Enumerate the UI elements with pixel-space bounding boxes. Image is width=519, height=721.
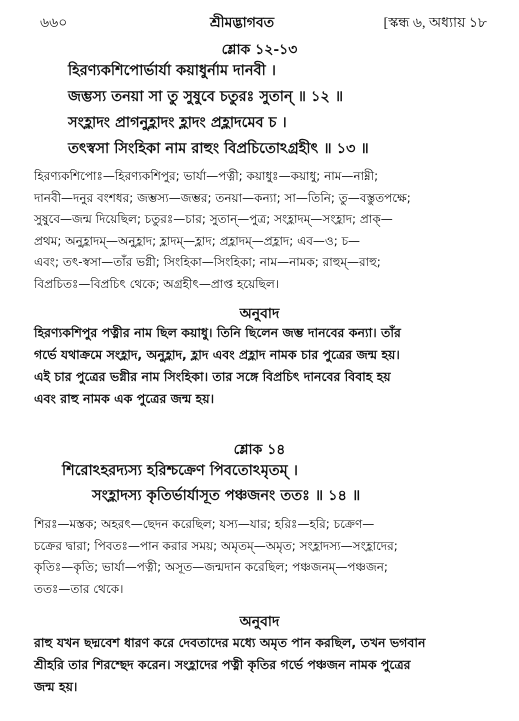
- synonyms-line: ততঃ—তার থেকে।: [34, 581, 124, 596]
- translation-paragraph: [34, 322, 494, 410]
- translation-heading: অনুবাদ: [239, 306, 280, 322]
- synonyms-line: হিরণ্যকশিপোঃ—হিরণ্যকশিপুর; ভার্যা—পত্নী; কয়াধুঃ—কয়াধু; নাম—নাম্নী;: [34, 169, 379, 183]
- synonyms-line: এবং; তৎ-স্বসা—তাঁর ভগ্নী; সিংহিকা—সিংহিকা; নাম—নামক; রাহুম্—রাহু;: [34, 255, 381, 269]
- verse-line: সংহ্লাদস্য কৃতির্ভার্যাসূত পঞ্চজনং ততঃ ॥ ১৪ ॥: [92, 487, 361, 504]
- synonyms-paragraph: [34, 166, 494, 295]
- translation-line: রাহু যখন ছদ্মবেশ ধারণ করে দেবতাদের মধ্যে অমৃত পান করছিল, তখন ভগবান: [34, 635, 426, 650]
- page-header: [40, 8, 487, 32]
- synonyms-line: দানবী—দনুর বংশধর; জম্ভস্য—জম্ভর; তনয়া—কন্যা; সা—তিনি; তু—বস্তুতপক্ষে;: [34, 190, 411, 205]
- verse-line: হিরণ্যকশিপোর্ভার্যা কয়াধুর্নাম দানবী ।: [68, 62, 276, 79]
- verse-line: শিরোঽহরদ্যস্য হরিশ্চক্রেণ পিবতোঽমৃতম্ ।: [62, 462, 298, 479]
- synonyms-line: প্রথম; অনুহ্লাদম্—অনুহ্লাদ; হ্লাদম্—হ্লাদ; প্রহ্লাদম্—প্রহ্লাদ; এব—ও; চ—: [34, 233, 361, 248]
- synonyms-line: সুষুবে—জন্ম দিয়েছিল; চতুরঃ—চার; সুতান্—পুত্র; সংহ্লাদম্—সংহ্লাদ; প্রাক্—: [34, 212, 393, 226]
- translation-line: গর্ভে যথাক্রমে সংহ্লাদ, অনুহ্লাদ, হ্লাদ এবং প্রহ্লাদ নামক চার পুত্রের জন্ম হয়।: [34, 347, 400, 362]
- translation-heading: অনুবাদ: [239, 614, 280, 630]
- translation-line: হিরণ্যকশিপুর পত্নীর নাম ছিল কয়াধু। তিনি ছিলেন জম্ভ দানবের কন্যা। তাঁর: [34, 325, 401, 340]
- translation-line: এই চার পুত্রের ভগ্নীর নাম সিংহিকা। তার সঙ্গে বিপ্রচিৎ দানবের বিবাহ হয়: [34, 369, 391, 384]
- synonyms-line: বিপ্রচিতঃ—বিপ্রচিৎ থেকে; অগ্রহীৎ—প্রাপ্ত হয়েছিল।: [34, 276, 280, 291]
- verse-heading-12-13: শ্লোক ১২-১৩: [221, 42, 298, 58]
- page-number: ৬৬০: [40, 16, 68, 31]
- translation-paragraph: [34, 632, 494, 698]
- chapter-reference: [স্কন্ধ ৬, অধ্যায় ১৮: [383, 16, 487, 31]
- book-title: শ্রীমদ্ভাগবত: [210, 16, 275, 31]
- translation-line: জন্ম হয়।: [34, 679, 78, 694]
- synonyms-line: শিরঃ—মস্তক; অহরৎ—ছেদন করেছিল; যস্য—যার; হরিঃ—হরি; চক্রেণ—: [34, 517, 375, 531]
- synonyms-line: চক্রের দ্বারা; পিবতঃ—পান করার সময়; অমৃতম্—অমৃত; সংহ্লাদস্য—সংহ্লাদের;: [34, 538, 398, 553]
- verse-heading-14: শ্লোক ১৪: [233, 442, 286, 458]
- verse-line: তৎস্বসা সিংহিকা নাম রাহুং বিপ্রচিতোঽগ্রহীৎ ॥ ১৩ ॥: [68, 140, 369, 157]
- verse-line: সংহ্লাদং প্রাগনুহ্লাদং হ্লাদং প্রহ্লাদমেব চ ।: [68, 114, 287, 131]
- verse-line: জম্ভস্য তনয়া সা তু সুষুবে চতুরঃ সুতান্ ॥ ১২ ॥: [68, 88, 344, 105]
- synonyms-paragraph: [34, 514, 494, 600]
- translation-line: শ্রীহরি তার শিরশ্ছেদ করেন। সংহ্লাদের পত্নী কৃতির গর্ভে পঞ্চজন নামক পুত্রের: [34, 657, 411, 672]
- translation-line: এবং রাহু নামক এক পুত্রের জন্ম হয়।: [34, 391, 215, 406]
- synonyms-line: কৃতিঃ—কৃতি; ভার্যা—পত্নী; অসূত—জন্মদান করেছিল; পঞ্চজনম্—পঞ্চজন;: [34, 560, 388, 574]
